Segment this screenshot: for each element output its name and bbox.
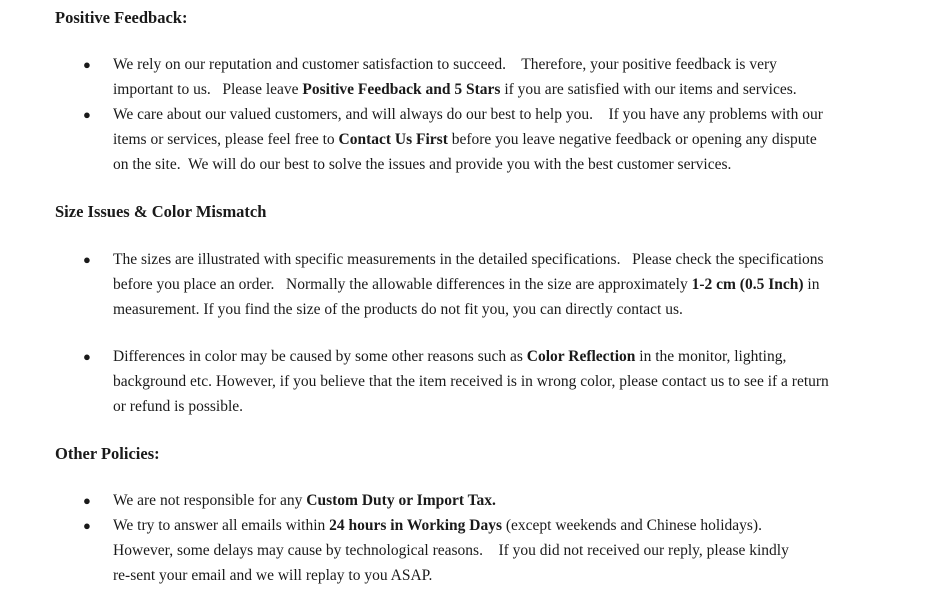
- body-text: items or services, please feel free to: [113, 131, 339, 148]
- bullet-icon: ●: [83, 518, 91, 533]
- section-heading-other-policies: Other Policies:: [55, 444, 160, 463]
- body-text: before you leave negative feedback or opening any dispute: [447, 131, 817, 148]
- body-text: Differences in color may be caused by some other reasons such as: [113, 348, 527, 365]
- body-text: on the site. We will do our best to solve the issues and provide you with the best customer services.: [113, 156, 732, 173]
- emphasis-text: Contact Us First: [338, 131, 448, 148]
- text-line: [113, 344, 897, 369]
- list-item: [0, 513, 947, 588]
- positive-feedback-list: [0, 52, 947, 177]
- body-text: important to us. Please leave: [113, 81, 303, 98]
- body-text: We are not responsible for any: [113, 492, 307, 509]
- bullet-icon: ●: [83, 57, 91, 72]
- other-policies-list: [0, 488, 947, 588]
- list-item: [0, 247, 947, 322]
- body-text: (except weekends and Chinese holidays).: [502, 517, 762, 534]
- body-text: The sizes are illustrated with specific measurements in the detailed specifications. Please check the specifications: [113, 251, 824, 268]
- emphasis-text: 1-2 cm (0.5 Inch): [691, 276, 804, 293]
- body-text: background etc. However, if you believe that the item received is in wrong color, please contact us to see if a return: [113, 373, 829, 390]
- body-text: measurement. If you find the size of the products do not fit you, you can directly contact us.: [113, 301, 683, 318]
- body-text: re-sent your email and we will replay to you ASAP.: [113, 567, 433, 584]
- text-line: [113, 272, 897, 297]
- body-text: in: [803, 276, 820, 293]
- emphasis-text: Custom Duty or Import Tax.: [306, 492, 496, 509]
- bullet-icon: ●: [83, 107, 91, 122]
- text-line: [113, 127, 897, 152]
- body-text: in the monitor, lighting,: [635, 348, 787, 365]
- emphasis-text: Positive Feedback and 5 Stars: [302, 81, 501, 98]
- body-text: We care about our valued customers, and will always do our best to help you. If you have any problems with our: [113, 106, 823, 123]
- body-text: However, some delays may cause by technological reasons. If you did not received our reply, please kindly: [113, 542, 789, 559]
- bullet-icon: ●: [83, 252, 91, 267]
- emphasis-text: Color Reflection: [526, 348, 636, 365]
- body-text: We try to answer all emails within: [113, 517, 330, 534]
- body-text: or refund is possible.: [113, 398, 244, 415]
- text-line: [113, 152, 897, 177]
- emphasis-text: 24 hours in Working Days: [329, 517, 502, 534]
- section-heading-positive-feedback: Positive Feedback:: [55, 8, 188, 27]
- body-text: We rely on our reputation and customer satisfaction to succeed. Therefore, your positive feedback is very: [113, 56, 777, 73]
- text-line: [113, 369, 897, 394]
- text-line: [113, 102, 897, 127]
- bullet-icon: ●: [83, 349, 91, 364]
- body-text: if you are satisfied with our items and services.: [500, 81, 797, 98]
- text-line: [113, 488, 897, 513]
- bullet-icon: ●: [83, 493, 91, 508]
- size-color-list: [0, 247, 947, 419]
- section-heading-size-color: Size Issues & Color Mismatch: [55, 202, 267, 221]
- list-item: [0, 344, 947, 419]
- text-line: [113, 538, 897, 563]
- text-line: [113, 247, 897, 272]
- list-item: [0, 102, 947, 177]
- text-line: [113, 394, 897, 419]
- list-item: [0, 488, 947, 513]
- text-line: [113, 52, 897, 77]
- body-text: before you place an order. Normally the allowable differences in the size are approximately: [113, 276, 692, 293]
- list-item: [0, 52, 947, 102]
- text-line: [113, 77, 897, 102]
- text-line: [113, 513, 897, 538]
- text-line: [113, 563, 897, 588]
- text-line: [113, 297, 897, 322]
